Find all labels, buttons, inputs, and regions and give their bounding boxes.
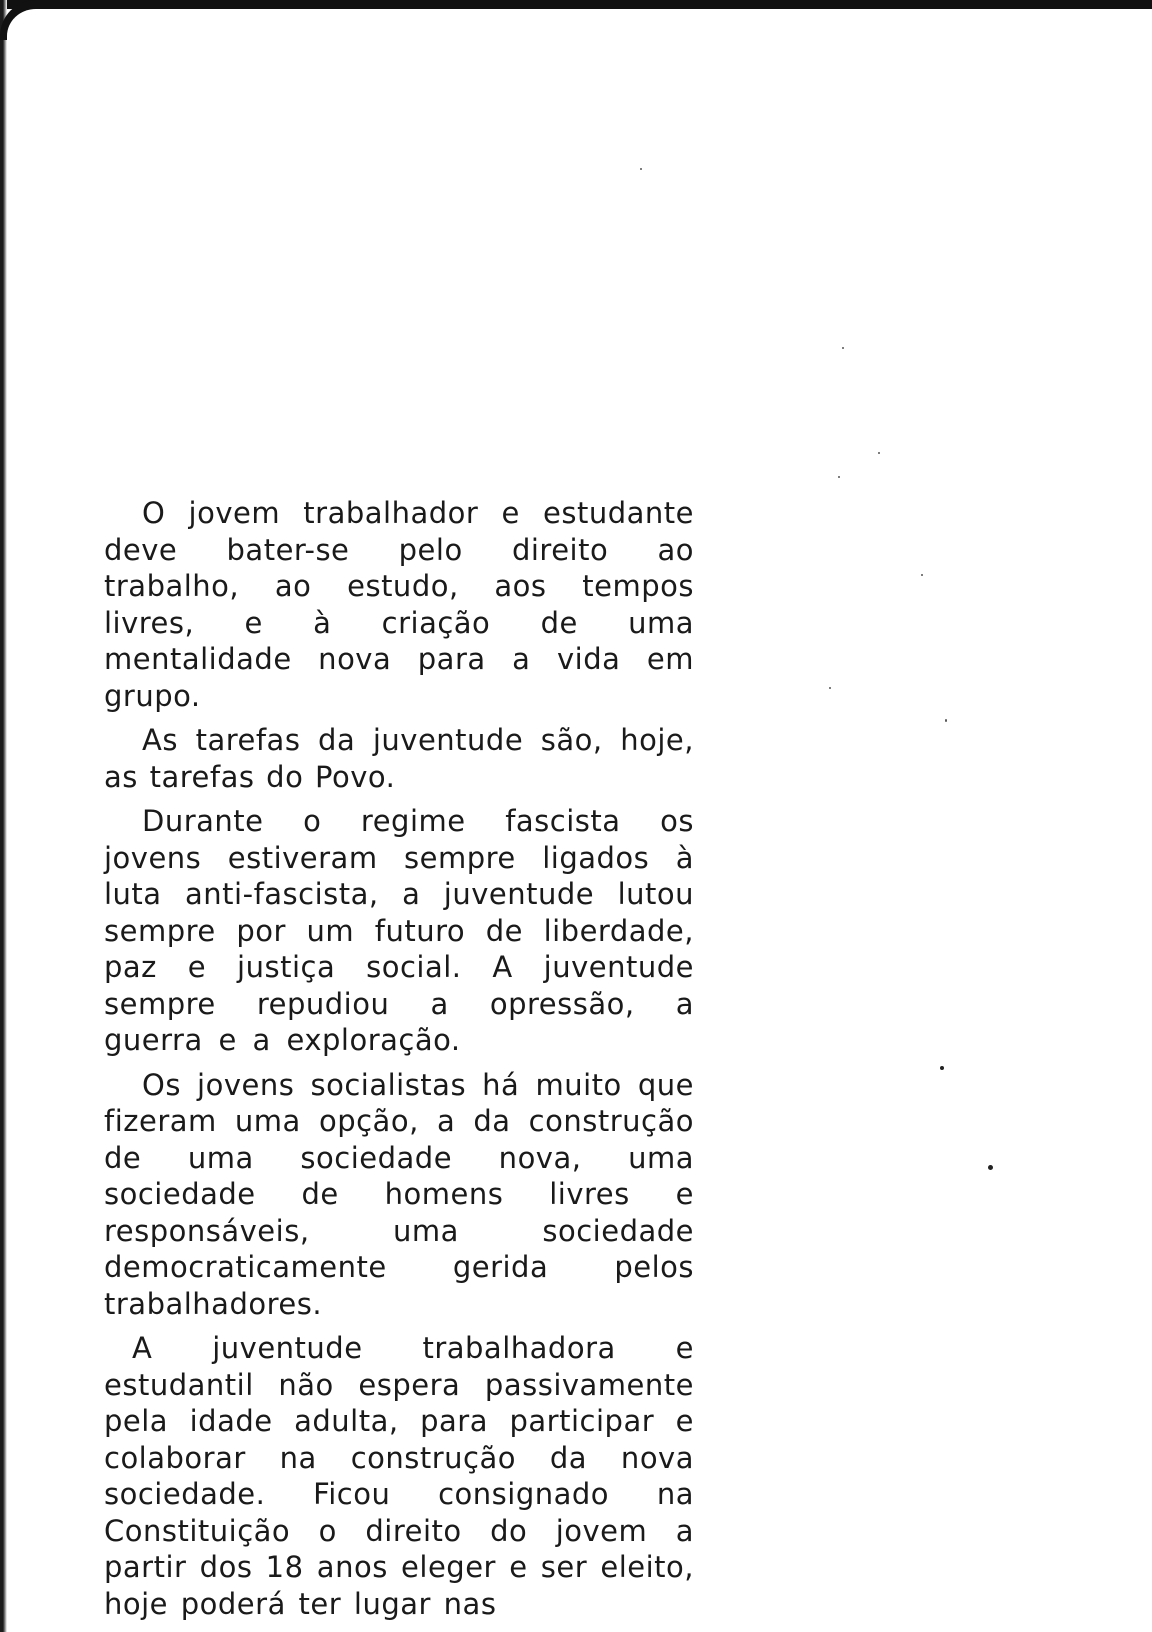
scan-speck xyxy=(945,719,947,722)
scan-speck xyxy=(829,687,831,689)
scan-speck xyxy=(842,347,844,349)
scan-speck xyxy=(878,452,880,454)
scan-speck xyxy=(838,476,840,478)
paragraph-5: A juventude trabalhadora e estudantil não espera passivamente pela idade adulta, para participar e colaborar na construção da nova sociedade. Ficou consignado na Constituição o direito do jovem a partir dos 18 anos eleger e ser eleito, hoje poderá ter lugar nas xyxy=(104,1331,694,1621)
paragraph-4: Os jovens socialistas há muito que fizeram uma opção, a da construção de uma sociedade nova, uma sociedade de homens livres e responsáveis, uma sociedade democraticamente gerida pelos trabalhadores. xyxy=(104,1067,694,1321)
scan-speck xyxy=(940,1066,944,1070)
scan-border-top xyxy=(0,0,1152,9)
body-text xyxy=(104,495,694,1622)
scan-speck xyxy=(640,168,642,170)
paragraph-1: O jovem trabalhador e estudante deve bater-se pelo direito ao trabalho, ao estudo, aos tempos livres, e à criação de uma mentalidade nova para a vida em grupo. xyxy=(104,496,694,713)
paragraph-3: Durante o regime fascista os jovens estiveram sempre ligados à luta anti-fascista, a juventude lutou sempre por um futuro de liberdade, paz e justiça social. A juventude sempre repudiou a opressão, a guerra e a exploração. xyxy=(104,804,694,1057)
scan-border-left xyxy=(0,0,7,1632)
paragraph-2: As tarefas da juventude são, hoje, as tarefas do Povo. xyxy=(104,723,694,794)
scan-speck xyxy=(988,1165,993,1170)
scan-speck xyxy=(921,574,923,576)
